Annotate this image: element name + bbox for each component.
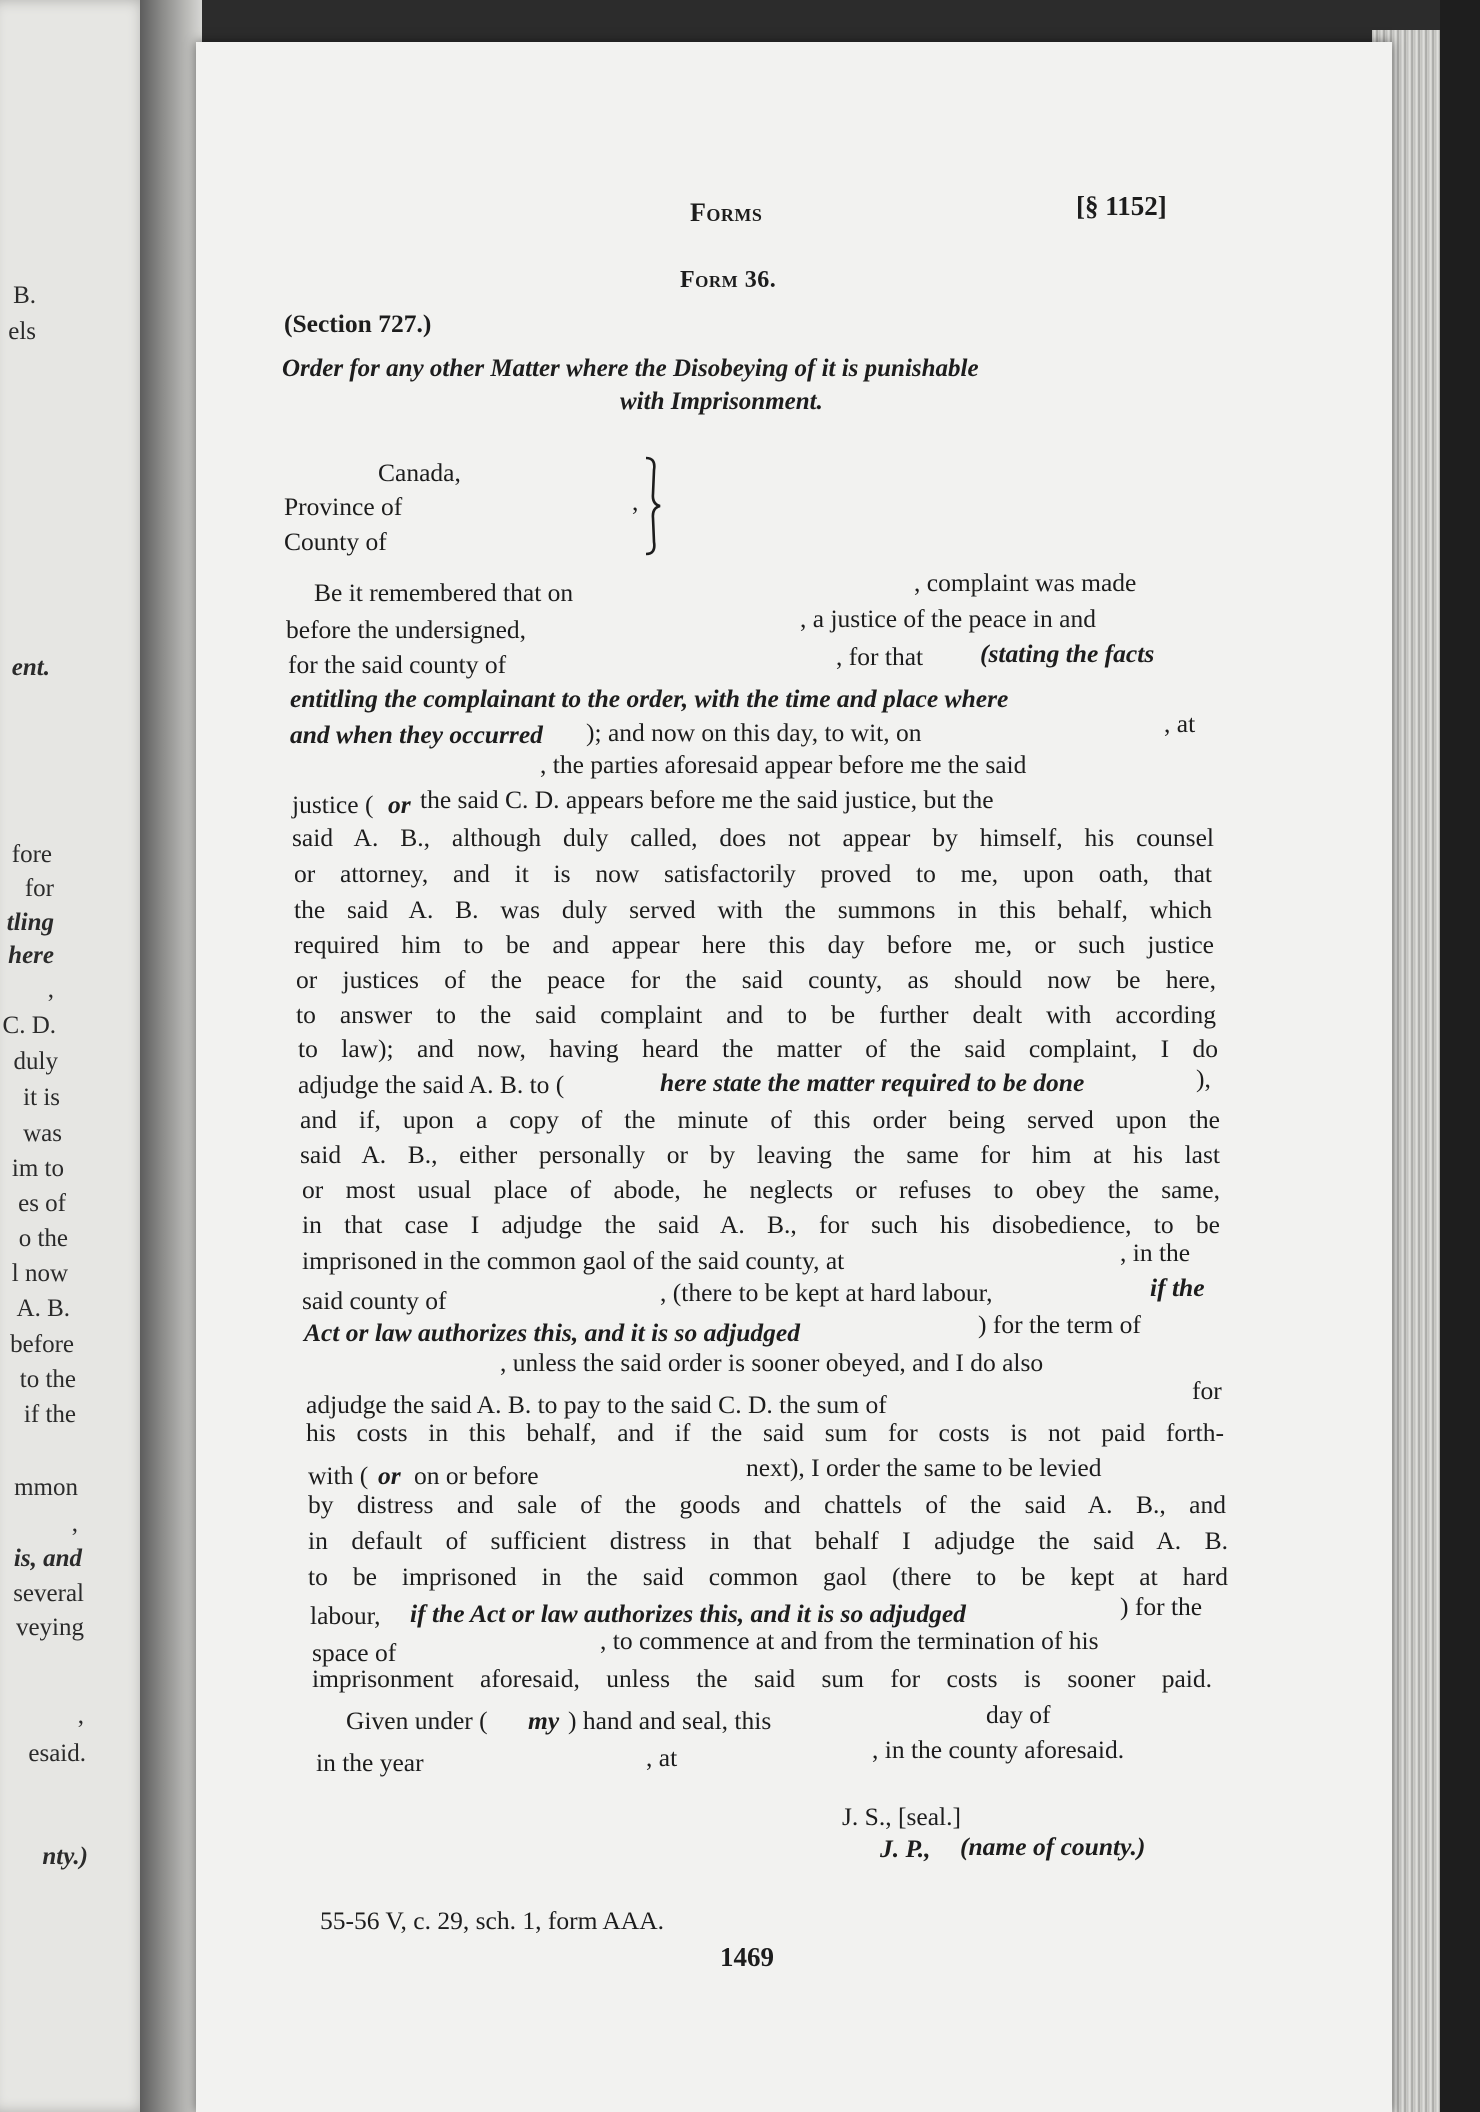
body-line: the said C. D. appears before me the said justice, but the xyxy=(420,785,994,814)
body-line: ), xyxy=(1196,1064,1211,1093)
body-line: before the undersigned, xyxy=(286,615,527,644)
facing-page-line: esaid. xyxy=(28,1740,86,1767)
body-line: , at xyxy=(1164,709,1196,738)
signature-line: (name of county.) xyxy=(960,1832,1146,1861)
body-line: ) for the xyxy=(1120,1592,1203,1621)
body-line: to law); and now, having heard the matter of the said complaint, I do xyxy=(298,1034,1218,1063)
body-line: in that case I adjudge the said A. B., for such his disobedience, to be xyxy=(302,1210,1220,1239)
facing-page-line: , xyxy=(47,976,54,1003)
body-line: imprisoned in the common gaol of the said county, at xyxy=(302,1246,845,1275)
facing-page-line: is, and xyxy=(13,1545,82,1572)
body-line: and if, upon a copy of the minute of this order being served upon the xyxy=(300,1105,1220,1134)
facing-page-line: im to xyxy=(11,1155,64,1182)
body-line: ) for the term of xyxy=(978,1310,1141,1339)
signature-line: J. S., [seal.] xyxy=(842,1802,961,1831)
facing-page-line: duly xyxy=(13,1048,58,1075)
running-title: Forms xyxy=(690,198,763,227)
body-line: for xyxy=(1192,1376,1222,1405)
body-line: or xyxy=(378,1461,401,1490)
venue-brace xyxy=(642,456,664,556)
facing-page-line: C. D. xyxy=(2,1012,56,1039)
facing-page-line: , xyxy=(71,1510,78,1537)
body-line: said A. B., either personally or by leaving the same for him at his last xyxy=(300,1140,1220,1169)
attestation-line: in the year xyxy=(316,1748,424,1777)
body-line: Act or law authorizes this, and it is so adjudged xyxy=(304,1318,800,1347)
facing-page-line: , xyxy=(77,1702,84,1729)
attestation-line: day of xyxy=(986,1700,1051,1729)
facing-page-line: nty.) xyxy=(42,1843,88,1870)
body-line: , in the xyxy=(1120,1238,1191,1267)
body-line: the said A. B. was duly served with the summons in this behalf, which xyxy=(294,895,1212,924)
body-line: with ( xyxy=(308,1461,369,1490)
body-line: justice ( xyxy=(292,790,374,819)
body-line: said county of xyxy=(302,1286,447,1315)
attestation-line: , at xyxy=(646,1743,678,1772)
body-line: here state the matter required to be done xyxy=(660,1068,1085,1097)
body-line: ); and now on this day, to wit, on xyxy=(586,718,922,747)
facing-page-line: els xyxy=(8,318,36,345)
facing-page-line: if the xyxy=(23,1401,76,1428)
facing-page-line: veying xyxy=(15,1614,84,1641)
attestation-line: Given under ( xyxy=(346,1706,488,1735)
form-title: Order for any other Matter where the Disobeying of it is punishable xyxy=(282,355,979,382)
facing-page-line: es of xyxy=(18,1190,66,1217)
attestation-line: my xyxy=(528,1706,560,1735)
facing-page-line: here xyxy=(8,942,54,969)
body-line: for the said county of xyxy=(288,650,507,679)
body-line: on or before xyxy=(414,1461,539,1490)
body-line: , unless the said order is sooner obeyed, and I do also xyxy=(500,1348,1044,1377)
body-line: entitling the complainant to the order, with the time and place where xyxy=(290,684,1009,713)
attestation-line: , in the county aforesaid. xyxy=(872,1735,1125,1764)
body-line: or xyxy=(388,790,411,819)
facing-page-line: A. B. xyxy=(16,1295,70,1322)
body-line: and when they occurred xyxy=(290,720,543,749)
facing-page-line: before xyxy=(10,1331,74,1358)
body-line: or attorney, and it is now satisfactorily proved to me, upon oath, that xyxy=(294,859,1212,888)
facing-page-fragment xyxy=(0,0,150,2112)
facing-page-line: mmon xyxy=(14,1474,78,1501)
facing-page-line: several xyxy=(13,1580,84,1607)
body-line: to answer to the said complaint and to be further dealt with according xyxy=(296,1000,1216,1029)
facing-page-line: o the xyxy=(18,1225,68,1252)
body-line: space of xyxy=(312,1638,397,1667)
statute-citation: 55-56 V, c. 29, sch. 1, form AAA. xyxy=(320,1906,665,1935)
body-line: imprisonment aforesaid, unless the said sum for costs is sooner paid. xyxy=(312,1664,1212,1693)
body-line: Be it remembered that on xyxy=(314,578,574,607)
body-line: , complaint was made xyxy=(914,568,1137,597)
venue-comma: , xyxy=(632,487,639,516)
body-line: his costs in this behalf, and if the said sum for costs is not paid forth- xyxy=(306,1418,1224,1447)
facing-page-line: it is xyxy=(23,1084,60,1111)
body-line: or most usual place of abode, he neglects or refuses to obey the same, xyxy=(302,1175,1220,1204)
venue-province: Province of xyxy=(284,492,403,521)
section-note: (Section 727.) xyxy=(284,309,432,338)
body-line: , (there to be kept at hard labour, xyxy=(660,1278,993,1307)
body-line: (stating the facts xyxy=(980,639,1155,668)
body-line: adjudge the said A. B. to ( xyxy=(298,1070,565,1099)
facing-page-line: l now xyxy=(11,1260,68,1287)
facing-page-line: fore xyxy=(11,841,52,868)
venue-canada: Canada, xyxy=(378,458,461,487)
body-line: , to commence at and from the termination of his xyxy=(600,1626,1099,1655)
body-line: said A. B., although duly called, does not appear by himself, his counsel xyxy=(292,823,1214,852)
form-number: Form 36. xyxy=(680,267,777,293)
facing-page-line: tling xyxy=(6,909,54,936)
attestation-line: ) hand and seal, this xyxy=(568,1706,772,1735)
venue-county: County of xyxy=(284,527,387,556)
body-line: , the parties aforesaid appear before me the said xyxy=(540,750,1027,779)
section-reference: [§ 1152] xyxy=(1076,191,1167,221)
body-line: required him to be and appear here this day before me, or such justice xyxy=(294,930,1214,959)
book-cover-edge xyxy=(1440,0,1480,2112)
body-line: adjudge the said A. B. to pay to the said C. D. the sum of xyxy=(306,1390,887,1419)
body-line: in default of sufficient distress in that behalf I adjudge the said A. B. xyxy=(308,1526,1228,1555)
book-gutter xyxy=(140,0,202,2112)
body-line: next), I order the same to be levied xyxy=(746,1453,1102,1482)
facing-page-line: was xyxy=(23,1120,62,1147)
page-number: 1469 xyxy=(720,1942,774,1972)
facing-page-line: ent. xyxy=(11,654,50,681)
body-line: , a justice of the peace in and xyxy=(800,604,1096,633)
facing-page-line: for xyxy=(24,875,54,902)
body-line: or justices of the peace for the said county, as should now be here, xyxy=(296,965,1216,994)
signature-line: J. P., xyxy=(880,1834,931,1863)
body-line: to be imprisoned in the said common gaol (there to be kept at hard xyxy=(308,1562,1228,1591)
body-line: by distress and sale of the goods and chattels of the said A. B., and xyxy=(308,1490,1226,1519)
body-line: if the xyxy=(1150,1273,1205,1302)
facing-page-line: B. xyxy=(13,282,36,309)
body-line: if the Act or law authorizes this, and it is so adjudged xyxy=(410,1599,966,1628)
form-title: with Imprisonment. xyxy=(620,388,823,415)
body-line: labour, xyxy=(310,1601,381,1630)
body-line: , for that xyxy=(836,642,924,671)
facing-page-line: to the xyxy=(19,1366,76,1393)
